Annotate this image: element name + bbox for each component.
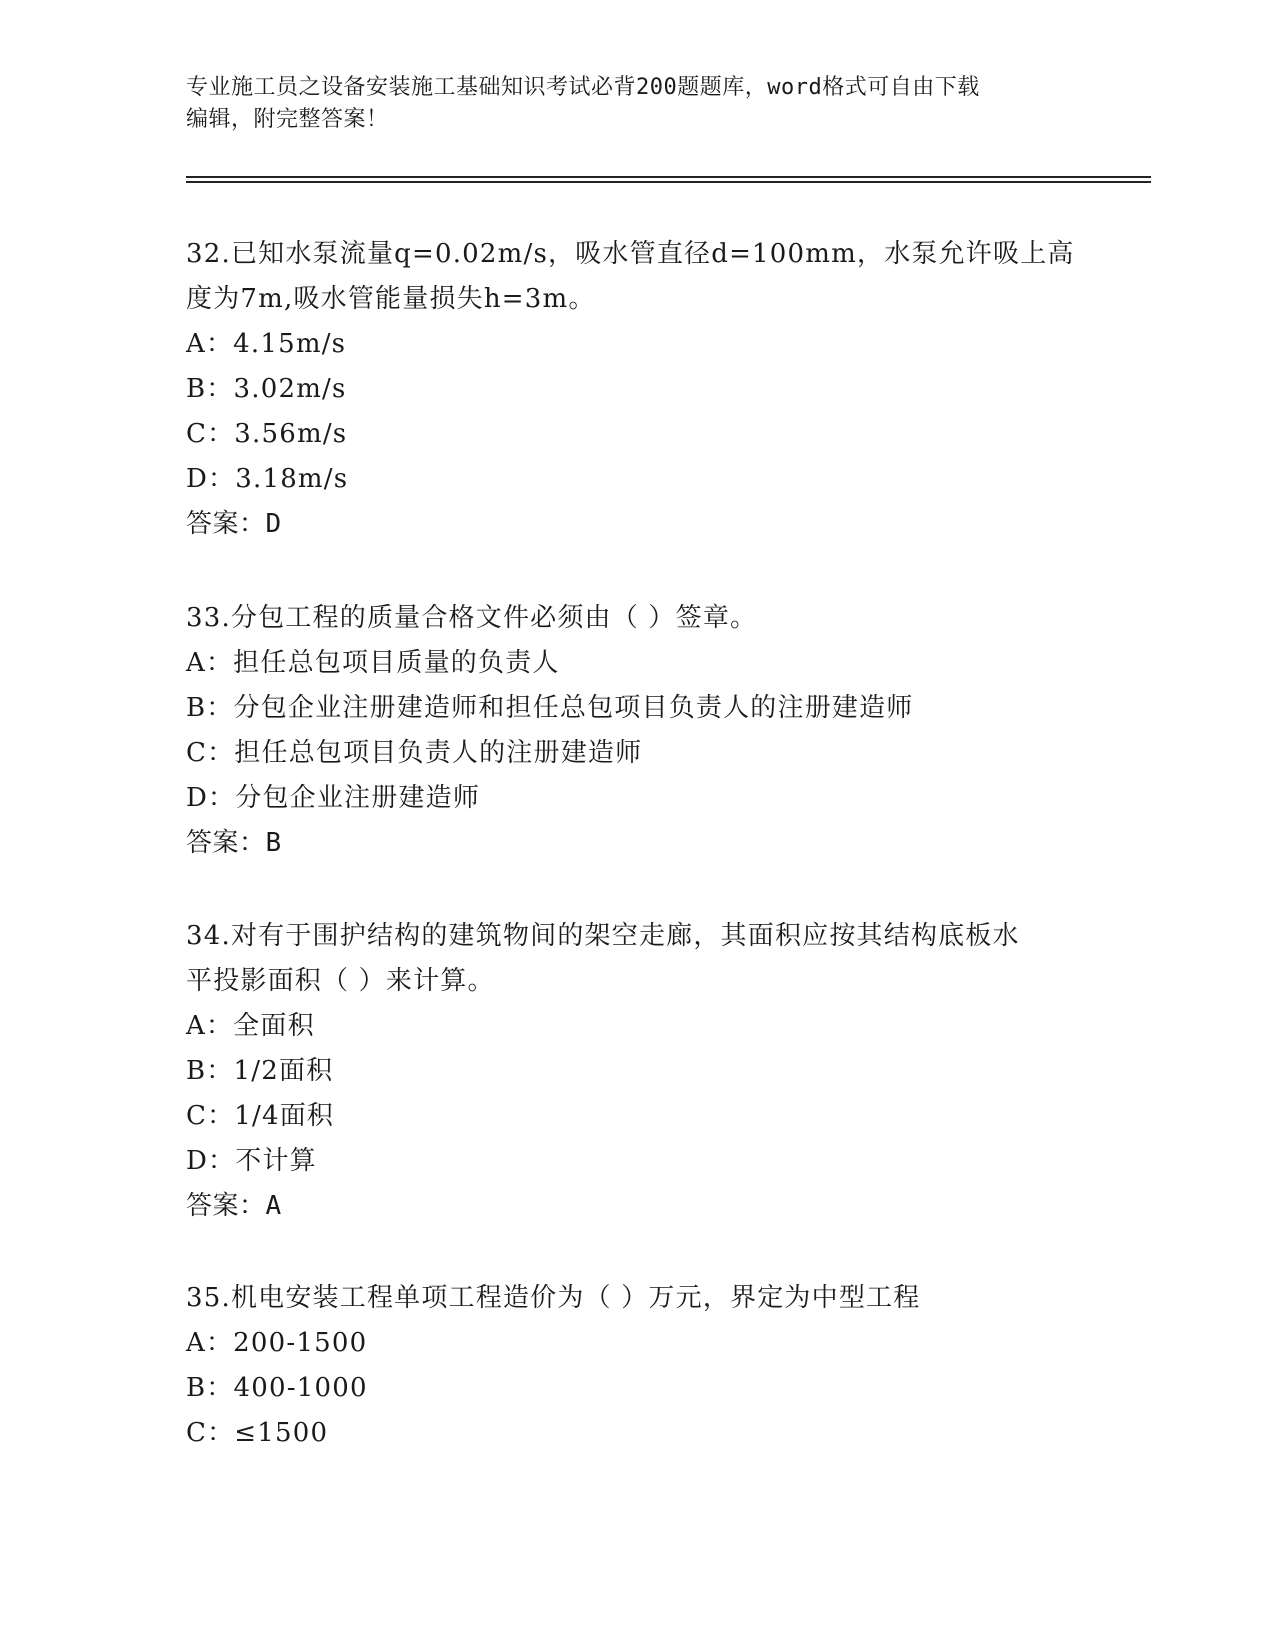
option-b: B：分包企业注册建造师和担任总包项目负责人的注册建造师 [186,693,914,723]
question-stem-line: 32.已知水泵流量q=0.02m/s，吸水管直径d=100mm，水泵允许吸上高 [186,239,1075,269]
option-d: D：不计算 [186,1146,317,1176]
option-a: A：担任总包项目质量的负责人 [186,648,560,678]
question-32 [186,232,1116,547]
option-d: D：分包企业注册建造师 [186,783,481,813]
option-c: C：≤1500 [186,1418,329,1448]
question-stem-line: 35.机电安装工程单项工程造价为（ ）万元，界定为中型工程 [186,1283,921,1313]
option-b: B：3.02m/s [186,374,347,404]
question-stem-line: 34.对有于围护结构的建筑物间的架空走廊，其面积应按其结构底板水 [186,921,1020,951]
option-b: B：1/2面积 [186,1056,334,1086]
question-stem-line: 度为7m,吸水管能量损失h=3m。 [186,284,596,314]
question-stem-line: 平投影面积（ ）来计算。 [186,966,495,996]
header-line-2: 编辑，附完整答案！ [186,107,389,132]
document-header [186,72,1076,136]
header-divider-top [186,176,1151,178]
option-b: B：400-1000 [186,1373,368,1403]
header-divider-bottom [186,181,1151,183]
question-33 [186,596,1116,866]
header-line-1: 专业施工员之设备安装施工基础知识考试必背200题题库，word格式可自由下载 [186,75,980,100]
question-34 [186,914,1116,1229]
option-a: A：200-1500 [186,1328,368,1358]
answer-line: 答案：B [186,828,282,858]
option-a: A：全面积 [186,1011,315,1041]
question-stem-line: 33.分包工程的质量合格文件必须由（ ）签章。 [186,603,758,633]
option-c: C：3.56m/s [186,419,348,449]
option-a: A：4.15m/s [186,329,347,359]
option-d: D：3.18m/s [186,464,349,494]
answer-line: 答案：A [186,1191,282,1221]
option-c: C：1/4面积 [186,1101,335,1131]
answer-line: 答案：D [186,509,282,539]
option-c: C：担任总包项目负责人的注册建造师 [186,738,643,768]
question-35 [186,1276,1116,1456]
